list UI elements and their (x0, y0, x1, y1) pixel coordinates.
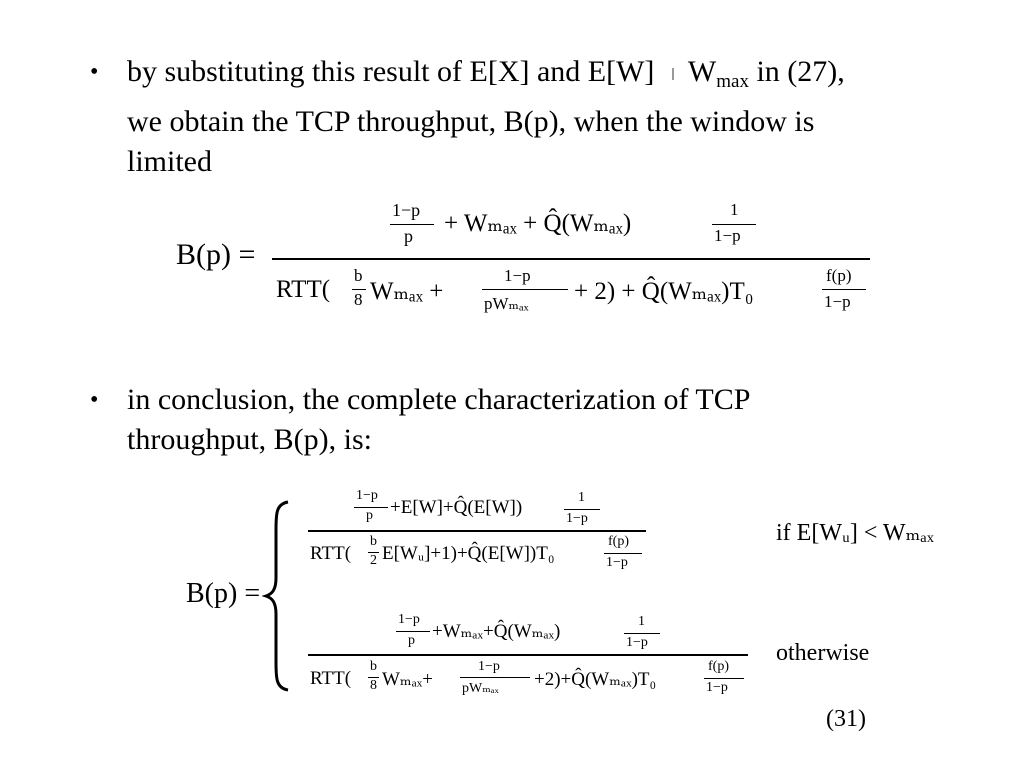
bullet-dot-icon: • (90, 387, 99, 413)
eq2-c2-den-d-bar (460, 677, 530, 678)
eq1-lhs: B(p) = (176, 238, 256, 271)
bullet-substitution (90, 52, 987, 182)
eq1-den-f-bot: 1−p (824, 292, 851, 311)
eq2-c2-condition: otherwise (776, 640, 870, 666)
bullet-2-line-1: in conclusion, the complete characterization of TCP (127, 383, 751, 416)
eq1-den-b-bot: 8 (354, 290, 363, 309)
eq2-c1-num-f-bot: 1−p (566, 511, 588, 526)
eq2-c2-num-f-top: 1 (638, 614, 645, 629)
eq1-den-rest: + 2) + Q̂(Wₘₐₓ)T₀ (574, 278, 754, 305)
eq1-den-d-bar (482, 289, 568, 290)
eq2-c2-den-wmax: Wₘₐₓ+ (382, 669, 434, 690)
eq2-c2-den-d-bot: pWₘₐₓ (462, 681, 499, 696)
bullet-1-line-3: limited (127, 145, 212, 178)
eq2-c2-den-rest: +2)+Q̂(Wₘₐₓ)T₀ (534, 669, 657, 690)
eq2-c2-num-f-bar (624, 633, 660, 634)
eq2-c2-fraction-bar (308, 654, 748, 656)
eq1-num-rest: + Wₘₐₓ + Q̂(Wₘₐₓ) (444, 210, 632, 237)
bullet-dot-icon: • (90, 59, 99, 85)
eq2-c1-den-b-bot: 2 (370, 553, 377, 568)
eq2-c1-fraction-bar (308, 530, 646, 532)
eq2-c2-den-b-bot: 8 (370, 678, 377, 693)
eq2-c2-den-b-top: b (370, 659, 377, 674)
bullet-1-line-1-pre: by substituting this result of E[X] and E[W] (127, 55, 662, 88)
eq2-c1-condition: if E[Wᵤ] < Wₘₐₓ (776, 520, 934, 546)
eq2-c1-num-bot: p (366, 508, 373, 523)
eq2-c1-den-b-top: b (370, 534, 377, 549)
eq1-den-b-top: b (354, 266, 363, 285)
w-max-symbol: W (687, 55, 717, 88)
eq2-c2-num-top: 1−p (398, 612, 420, 627)
eq2-c2-num-rest: +Wₘₐₓ+Q̂(Wₘₐₓ) (432, 621, 561, 642)
bullet-1-line-2: we obtain the TCP throughput, B(p), when the window is (127, 105, 815, 138)
bullet-2-line-2: throughput, B(p), is: (127, 423, 372, 456)
small-glyph-icon (662, 52, 688, 92)
eq2-c2-den-f-top: f(p) (708, 659, 729, 674)
eq1-den-d-bot: pWₘₐₓ (484, 294, 529, 313)
eq1-num-frac-bot: p (404, 226, 413, 246)
eq2-c1-den-f-top: f(p) (608, 534, 629, 549)
eq1-den-d-top: 1−p (504, 266, 531, 285)
eq2-c2-num-f-bot: 1−p (626, 635, 648, 650)
eq1-den-f-bar (822, 289, 866, 290)
eq2-c2-den-d-top: 1−p (478, 659, 500, 674)
bullet-1-line-1-post: in (27), (748, 55, 845, 88)
equation-number: (31) (826, 706, 866, 732)
eq1-den-wmax: Wₘₐₓ + (370, 278, 444, 305)
eq2-c1-num-rest: +E[W]+Q̂(E[W]) (390, 497, 523, 518)
eq2-c1-den-rest: E[Wᵤ]+1)+Q̂(E[W])T₀ (382, 543, 555, 564)
eq2-c1-den-f-bar (604, 553, 642, 554)
eq1-num-frac2-bar (712, 224, 756, 225)
eq1-main-fraction-bar (272, 258, 870, 260)
eq2-c1-num-top: 1−p (356, 488, 378, 503)
eq2-c1-num-f-top: 1 (578, 490, 585, 505)
eq2-c2-den-rtt: RTT( (310, 668, 352, 689)
eq1-num-frac2-bot: 1−p (714, 226, 741, 245)
bullet-1-line-1 (127, 52, 987, 102)
left-brace-icon (262, 500, 292, 692)
eq2-c2-den-f-bot: 1−p (706, 680, 728, 695)
eq1-num-frac2-top: 1 (730, 200, 739, 219)
eq1-den-rtt: RTT( (276, 276, 331, 303)
bullet-conclusion (90, 380, 987, 460)
eq1-num-frac-bar (390, 224, 434, 225)
eq2-lhs: B(p) = (186, 578, 261, 609)
w-max-subscript: max (716, 71, 749, 92)
eq2-c1-den-rtt: RTT( (310, 543, 352, 564)
eq2-c1-den-f-bot: 1−p (606, 555, 628, 570)
eq1-den-f-top: f(p) (826, 266, 852, 285)
eq2-c1-num-f-bar (564, 509, 600, 510)
eq2-c2-num-bar (396, 631, 430, 632)
eq2-c2-num-bot: p (408, 633, 415, 648)
eq2-c2-den-f-bar (704, 678, 744, 679)
eq1-num-frac-top: 1−p (392, 200, 421, 220)
